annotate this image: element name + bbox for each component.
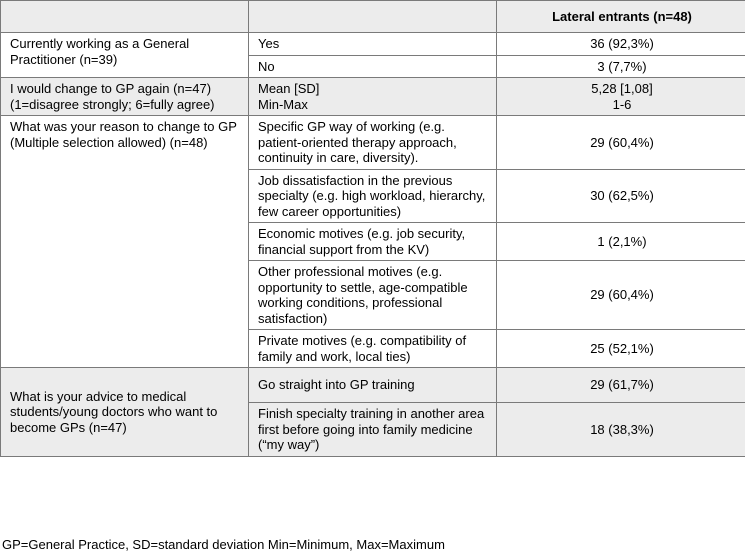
answer-label-line2: Min-Max: [258, 96, 308, 112]
answer-value-line1: 5,28 [1,08]: [591, 81, 653, 96]
answer-label: Private motives (e.g. compatibility of family and work, local ties): [249, 330, 497, 368]
answer-label-line1: Mean [SD]: [258, 81, 320, 96]
table-row: [1, 78, 745, 116]
table-row: [1, 116, 745, 170]
table-row: [1, 33, 745, 56]
question-working-gp: Currently working as a General Practitioner (n=39): [1, 33, 249, 78]
answer-value: 18 (38,3%): [497, 403, 745, 457]
question-advice: What is your advice to medical students/young doctors who want to become GPs (n=47): [1, 368, 249, 457]
question-change-again: I would change to GP again (n=47) (1=disagree strongly; 6=fully agree): [1, 78, 249, 116]
header-empty-1: [1, 1, 249, 33]
answer-label: Job dissatisfaction in the previous specialty (e.g. high workload, hierarchy, few career opportunities): [249, 169, 497, 223]
answer-label: Other professional motives (e.g. opportunity to settle, age-compatible working conditions, professional satisfaction): [249, 261, 497, 330]
answer-value: 29 (60,4%): [497, 116, 745, 170]
answer-value: 25 (52,1%): [497, 330, 745, 368]
answer-value: [497, 78, 745, 116]
header-lateral-entrants: Lateral entrants (n=48): [497, 1, 745, 33]
answer-label: Go straight into GP training: [249, 368, 497, 403]
answer-label: Specific GP way of working (e.g. patient-oriented therapy approach, continuity in care, diversity).: [249, 116, 497, 170]
answer-label: Economic motives (e.g. job security, financial support from the KV): [249, 223, 497, 261]
answer-value: 29 (60,4%): [497, 261, 745, 330]
table-row: [1, 368, 745, 403]
answer-label: Finish specialty training in another area first before going into family medicine (“my way”): [249, 403, 497, 457]
header-empty-2: [249, 1, 497, 33]
answer-label: [249, 78, 497, 116]
table-footnote: GP=General Practice, SD=standard deviation Min=Minimum, Max=Maximum: [2, 537, 445, 552]
answer-value: 3 (7,7%): [497, 55, 745, 78]
answer-label: Yes: [249, 33, 497, 56]
answer-value-line2: 1-6: [612, 96, 632, 112]
table-header-row: [1, 1, 745, 33]
answer-value: 30 (62,5%): [497, 169, 745, 223]
question-reason-change: What was your reason to change to GP (Multiple selection allowed) (n=48): [1, 116, 249, 368]
answer-value: 1 (2,1%): [497, 223, 745, 261]
answer-value: 36 (92,3%): [497, 33, 745, 56]
answer-label: No: [249, 55, 497, 78]
answer-value: 29 (61,7%): [497, 368, 745, 403]
